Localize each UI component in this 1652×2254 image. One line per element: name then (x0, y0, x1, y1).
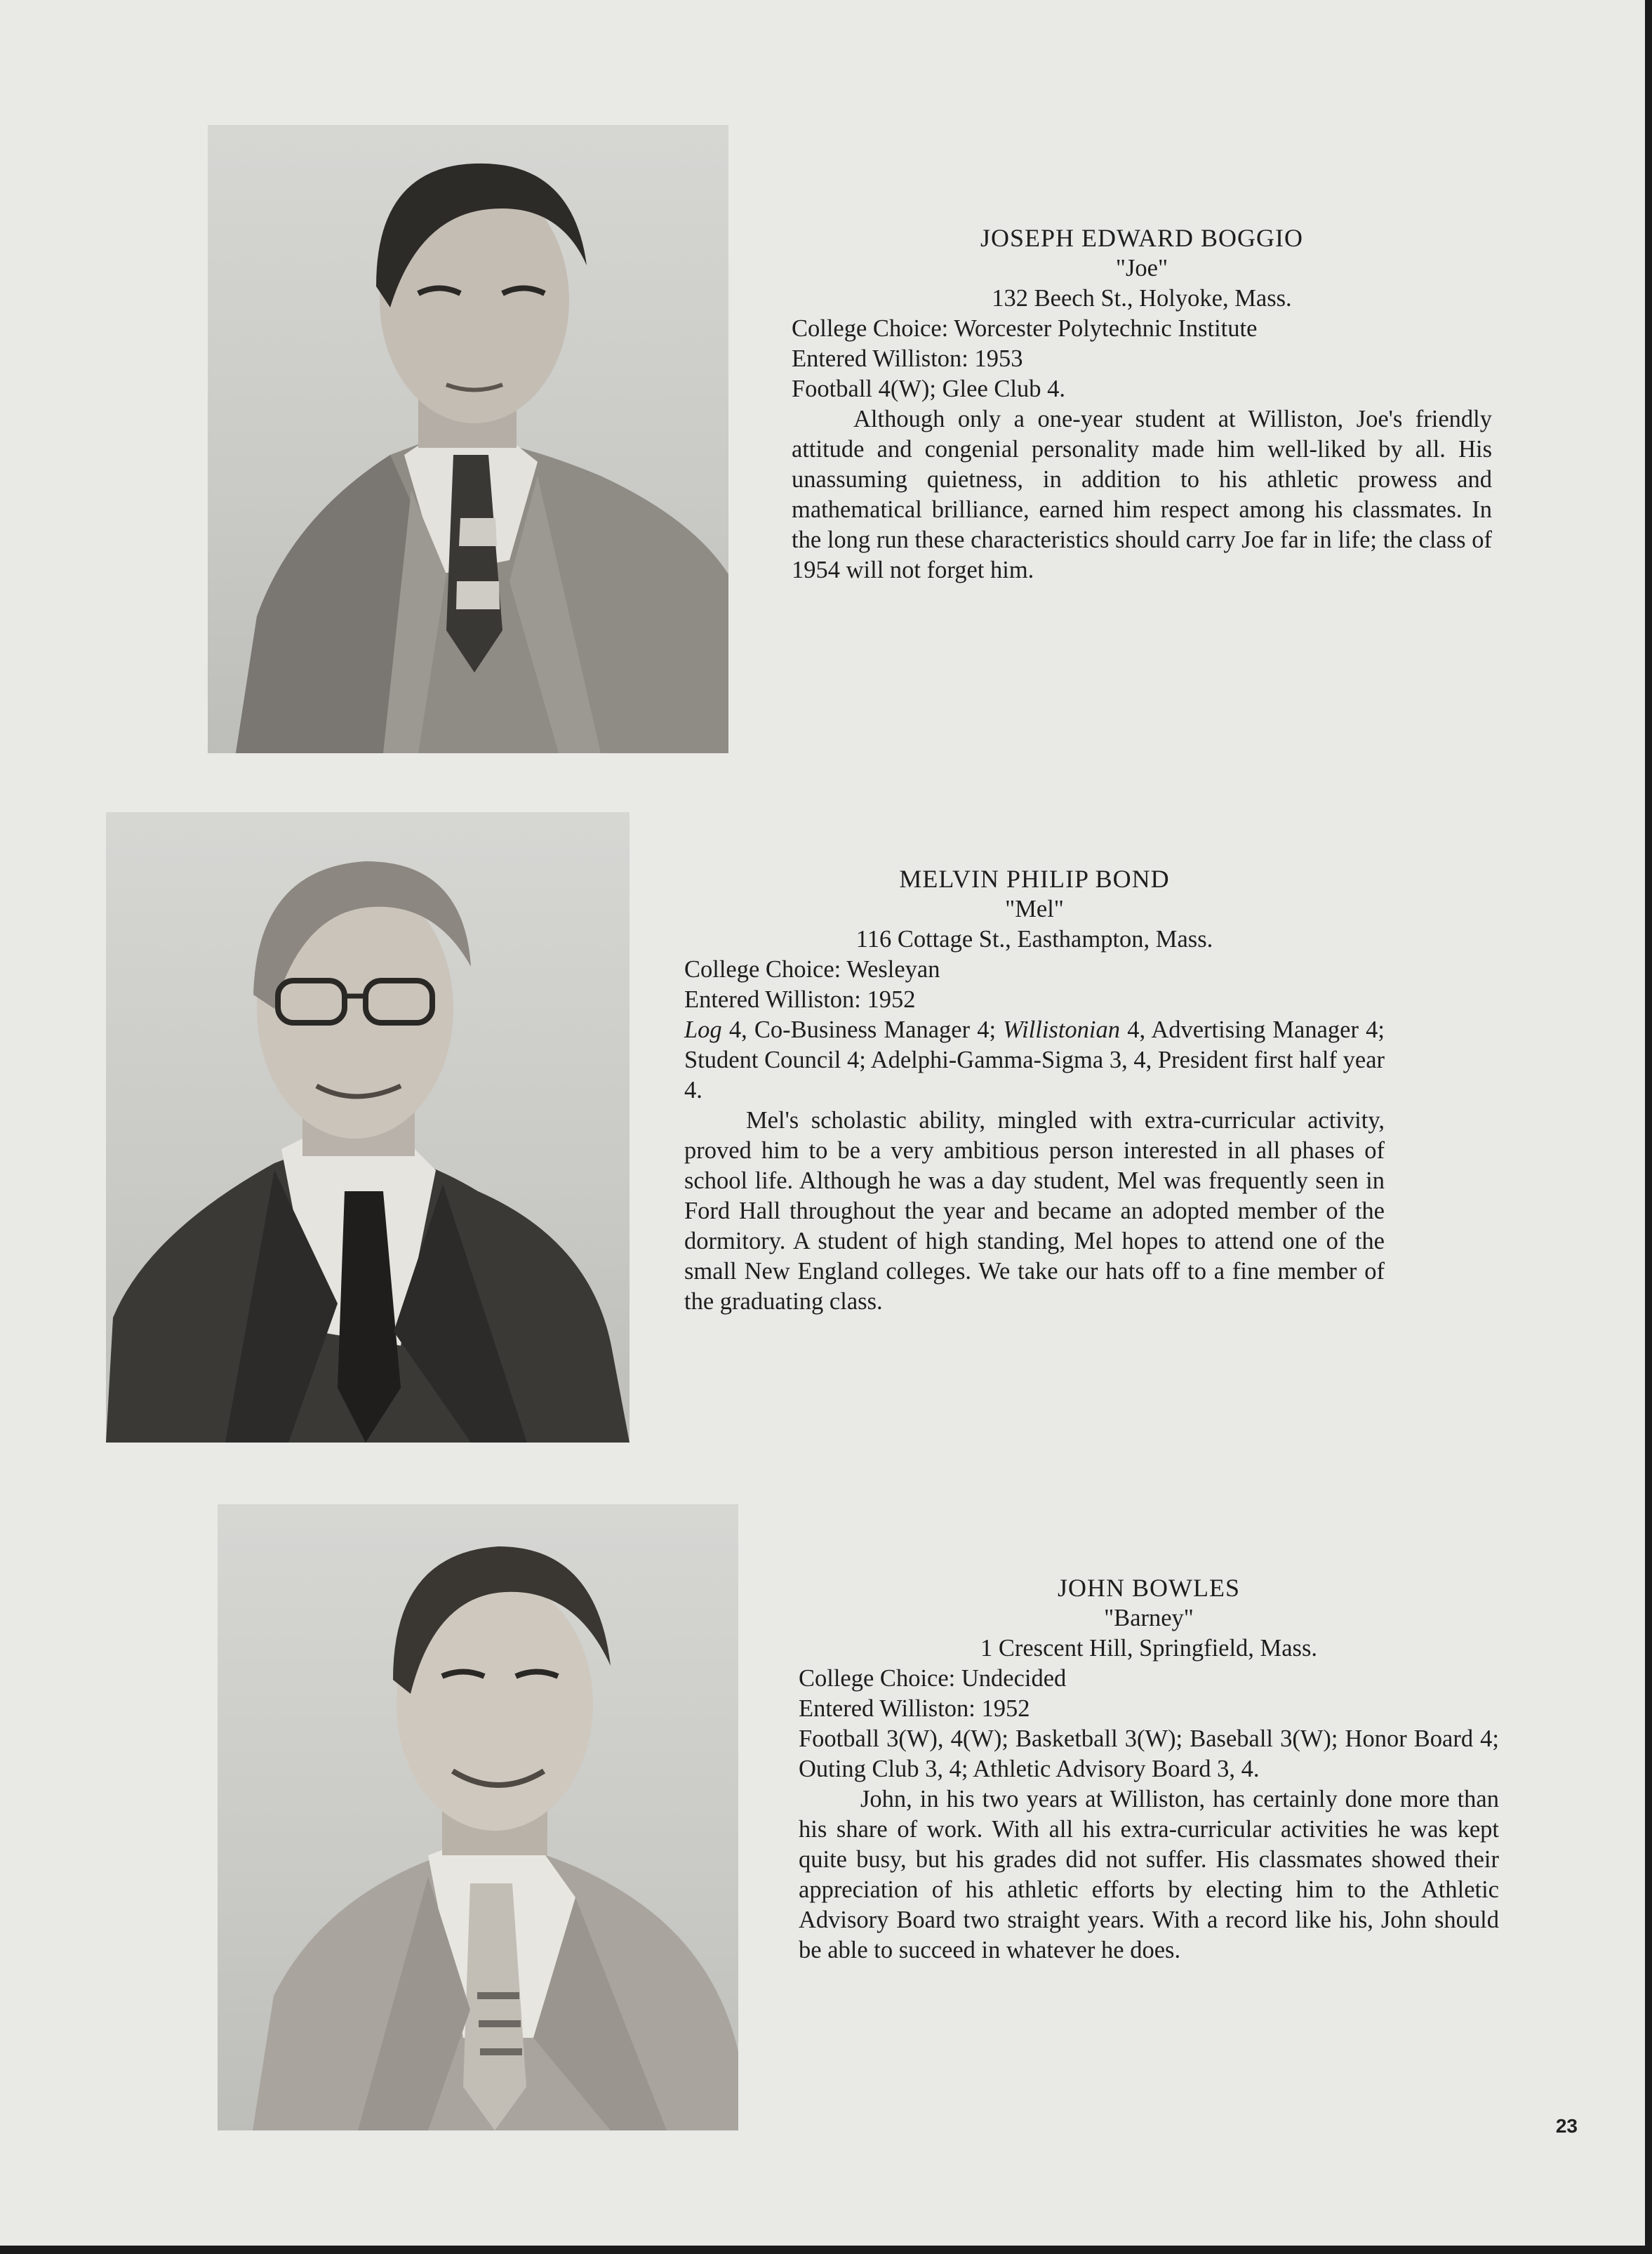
student-name: MELVIN PHILIP BOND (899, 865, 1170, 893)
student-entry-bond (684, 864, 1385, 1317)
page-edge-bottom (0, 2246, 1652, 2254)
student-nickname: "Mel" (1005, 896, 1064, 922)
student-nickname: "Joe" (1115, 255, 1168, 281)
college-choice: College Choice: Worcester Polytechnic Institute (792, 315, 1258, 342)
portrait-photo-boggio (208, 125, 728, 753)
page-edge-right (1645, 0, 1652, 2254)
student-nickname: "Barney" (1104, 1605, 1194, 1631)
activities (684, 1015, 1385, 1106)
activities-part-a: 4, Co-Business Manager 4; (721, 1016, 1004, 1043)
student-name: JOSEPH EDWARD BOGGIO (980, 224, 1303, 252)
portrait-photo-bowles (218, 1504, 738, 2130)
student-description: Although only a one-year student at Williston, Joe's friendly attitude and congenial personality made him well-liked by all. His unassuming quietness, in addition to his athletic prowess and mathematical brilliance, earned him respect among his classmates. In the long run these characteristics should carry Joe far in life; the class of 1954 will not forget him. (792, 406, 1492, 583)
student-name: JOHN BOWLES (1058, 1574, 1240, 1602)
page-number: 23 (1555, 2115, 1578, 2137)
activities-part-b: 4, Advertising Manager 4; Student Council 4; Adelphi-Gamma-Sigma 3, 4, President first half year 4. (684, 1016, 1385, 1103)
college-choice: College Choice: Wesleyan (684, 956, 940, 983)
student-description: Mel's scholastic ability, mingled with extra-curricular activity, proved him to be a very ambitious person interested in all phases of school life. Although he was a day student, Mel was frequently seen in Ford Hall throughout the year and became an adopted member of the dormitory. A student of high standing, Mel hopes to attend one of the small New England colleges. We take our hats off to a fine member of the graduating class. (684, 1107, 1385, 1315)
student-address: 116 Cottage St., Easthampton, Mass. (855, 926, 1213, 953)
student-description: John, in his two years at Williston, has certainly done more than his share of work. With all his extra-curricular activities he was kept quite busy, but his grades did not suffer. His classmates showed their appreciation of his athletic efforts by electing him to the Athletic Advisory Board two straight years. With a record like his, John should be able to succeed in whatever he does. (799, 1786, 1499, 1963)
publication-log: Log (684, 1016, 722, 1043)
publication-willistonian: Willistonian (1003, 1016, 1121, 1043)
entered-date: Entered Williston: 1953 (792, 345, 1023, 372)
activities: Football 3(W), 4(W); Basketball 3(W); Baseball 3(W); Honor Board 4; Outing Club 3, 4; Athletic Advisory Board 3, 4. (799, 1725, 1499, 1782)
entered-date: Entered Williston: 1952 (799, 1695, 1030, 1722)
student-address: 132 Beech St., Holyoke, Mass. (992, 285, 1292, 312)
student-entry-boggio (792, 223, 1492, 585)
student-entry-bowles (799, 1573, 1499, 1965)
portrait-photo-bond (106, 812, 630, 1443)
college-choice: College Choice: Undecided (799, 1665, 1067, 1692)
entered-date: Entered Williston: 1952 (684, 986, 916, 1013)
activities: Football 4(W); Glee Club 4. (792, 376, 1065, 402)
student-address: 1 Crescent Hill, Springfield, Mass. (980, 1635, 1318, 1662)
